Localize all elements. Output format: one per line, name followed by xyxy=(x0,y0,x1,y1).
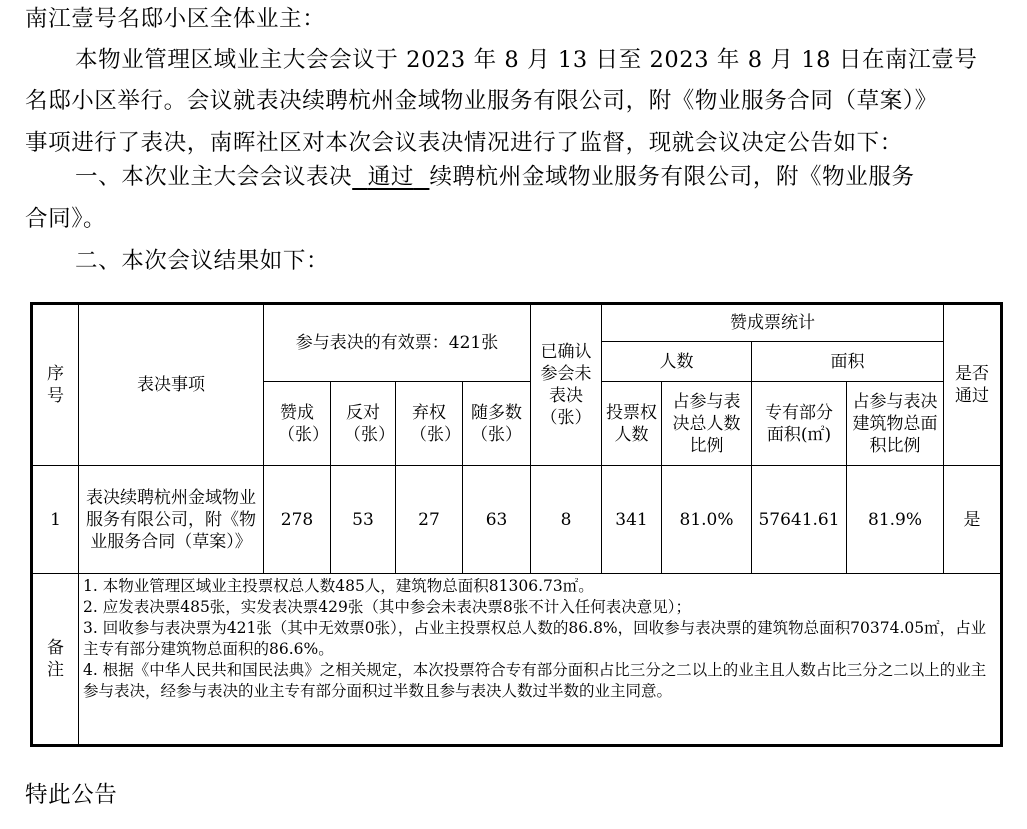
row-approve: 278 xyxy=(264,466,331,574)
item-1-line-1 xyxy=(75,162,915,192)
table-row xyxy=(32,466,1002,574)
row-people-ratio: 81.0% xyxy=(662,466,752,574)
vote-result: 通过 xyxy=(367,164,414,190)
row-exclusive-area: 57641.61 xyxy=(752,466,847,574)
header-valid-votes: 参与表决的有效票：421张 xyxy=(264,304,531,382)
row-voting-people: 341 xyxy=(602,466,662,574)
row-seq: 1 xyxy=(32,466,79,574)
header-subject: 表决事项 xyxy=(79,304,264,466)
salutation: 南江壹号名邸小区全体业主： xyxy=(25,6,326,32)
header-oppose: 反对（张） xyxy=(331,382,396,466)
paragraph-1-line-2: 名邸小区举行。会议就表决续聘杭州金域物业服务有限公司，附《物业服务合同（草案）》 xyxy=(25,88,938,114)
header-people-ratio: 占参与表决总人数比例 xyxy=(662,382,752,466)
header-voting-people: 投票权人数 xyxy=(602,382,662,466)
header-approve: 赞成（张） xyxy=(264,382,331,466)
header-seq: 序号 xyxy=(32,304,79,466)
row-passed: 是 xyxy=(944,466,1002,574)
row-follow-majority: 63 xyxy=(463,466,531,574)
results-table xyxy=(30,302,1003,747)
note-item: 4. 根据《中华人民共和国民法典》之相关规定，本次投票符合专有部分面积占比三分之二以上的业主且人数占比三分之二以上的业主参与表决，经参与表决的业主专有部分面积过半数且参与表决人数过半数的业主同意。 xyxy=(83,661,987,700)
note-item: 1. 本物业管理区域业主投票权总人数485人，建筑物总面积81306.73㎡。 xyxy=(83,577,594,595)
row-confirmed-absent: 8 xyxy=(531,466,602,574)
notes-label: 备注 xyxy=(32,574,79,746)
row-oppose: 53 xyxy=(331,466,396,574)
item-1-line-2: 合同》。 xyxy=(25,206,107,232)
row-abstain: 27 xyxy=(396,466,463,574)
paragraph-1-line-3: 事项进行了表决，南晖社区对本次会议表决情况进行了监督，现就会议决定公告如下： xyxy=(25,130,903,156)
header-confirmed-absent: 已确认参会未表决（张） xyxy=(531,304,602,466)
note-item: 3. 回收参与表决票为421张（其中无效票0张），占业主投票权总人数的86.8%，回收参与表决票的建筑物总面积70374.05㎡，占业主专有部分建筑物总面积的86.6%。 xyxy=(83,619,987,658)
closing-text: 特此公告 xyxy=(25,782,118,808)
header-passed: 是否通过 xyxy=(944,304,1002,466)
header-area: 面积 xyxy=(752,342,944,382)
header-follow-majority: 随多数（张） xyxy=(463,382,531,466)
item-2: 二、本次会议结果如下： xyxy=(75,248,330,274)
header-abstain: 弃权（张） xyxy=(396,382,463,466)
note-item: 2. 应发表决票485张，实发表决票429张（其中参会未表决票8张不计入任何表决意见）； xyxy=(83,598,691,616)
row-subject: 表决续聘杭州金域物业服务有限公司，附《物业服务合同（草案）》 xyxy=(79,466,264,574)
header-exclusive-area: 专有部分面积(㎡) xyxy=(752,382,847,466)
notes-content xyxy=(79,574,1002,746)
row-area-ratio: 81.9% xyxy=(847,466,944,574)
header-approve-stats: 赞成票统计 xyxy=(602,304,944,342)
item-1-prefix: 一、本次业主大会会议表决 xyxy=(75,164,353,190)
header-people: 人数 xyxy=(602,342,752,382)
header-area-ratio: 占参与表决建筑物总面积比例 xyxy=(847,382,944,466)
item-1-suffix: 续聘杭州金域物业服务有限公司，附《物业服务 xyxy=(429,164,915,190)
paragraph-1-line-1: 本物业管理区域业主大会会议于 2023 年 8 月 13 日至 2023 年 8 月 18 日在南江壹号 xyxy=(75,47,978,73)
